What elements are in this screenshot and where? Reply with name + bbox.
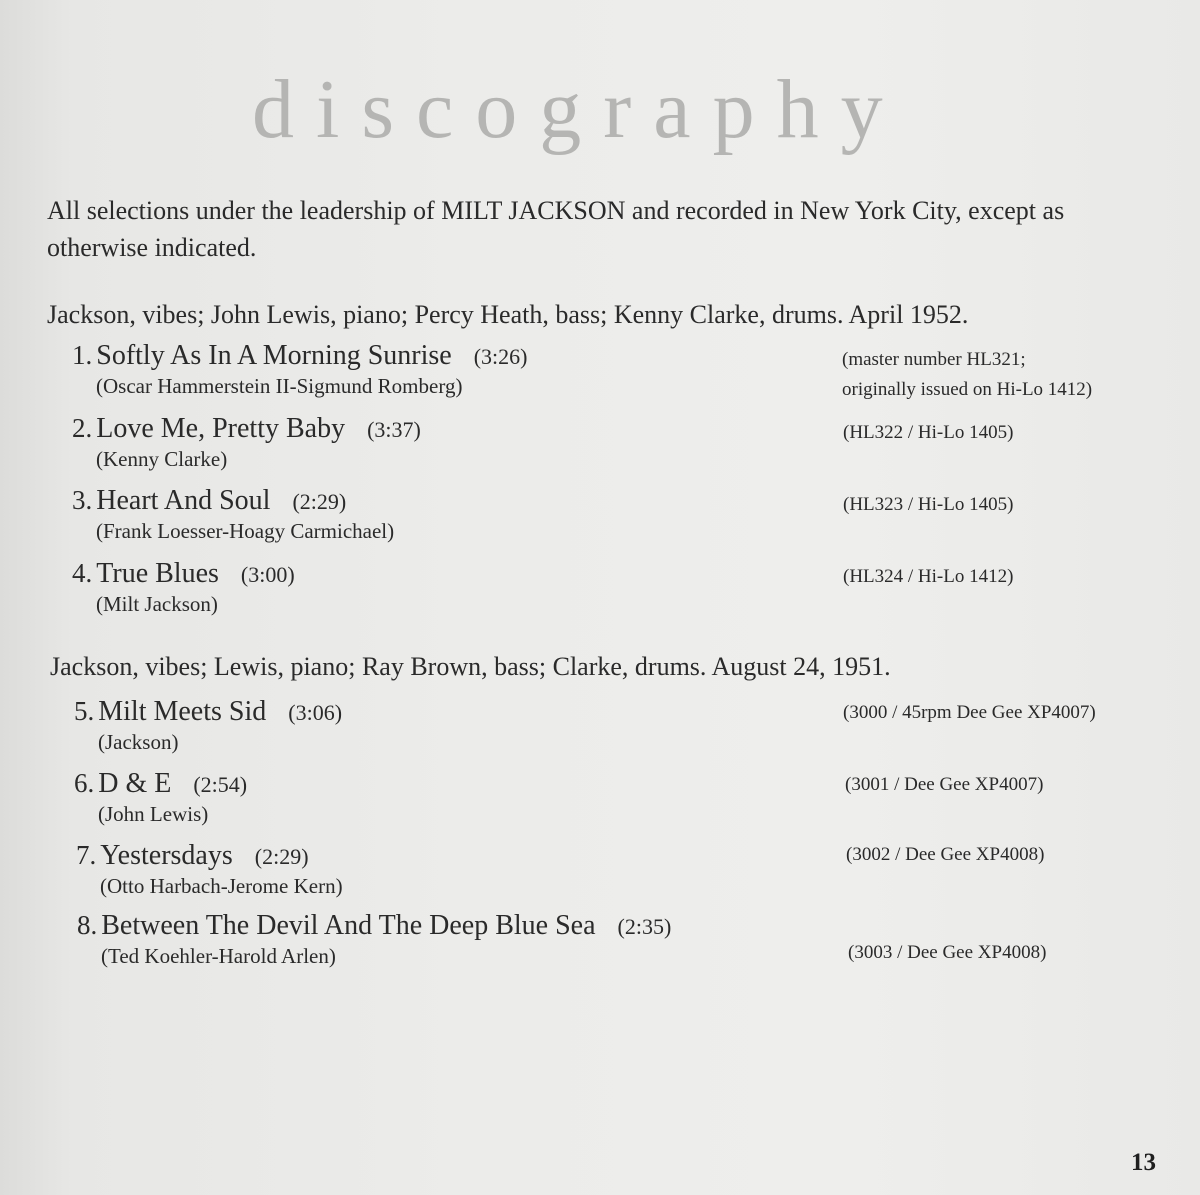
- track-item: [72, 413, 421, 471]
- track-item: [72, 485, 395, 543]
- master-line: (master number HL321;: [842, 349, 1026, 370]
- track-item: [74, 696, 343, 754]
- track-number: 1.: [72, 340, 93, 370]
- master-info: [848, 938, 1046, 968]
- track-item: [72, 340, 528, 398]
- track-duration: (3:00): [240, 562, 295, 587]
- master-line: (3001 / Dee Gee XP4007): [845, 774, 1044, 795]
- track-number: 3.: [72, 485, 93, 515]
- track-item: [72, 558, 295, 616]
- track-title: True Blues: [96, 558, 219, 589]
- master-line: (3002 / Dee Gee XP4008): [846, 844, 1045, 865]
- master-info: [843, 562, 1013, 592]
- master-line: (HL324 / Hi-Lo 1412): [843, 566, 1014, 587]
- track-duration: (3:37): [367, 417, 421, 442]
- track-title: Softly As In A Morning Sunrise: [96, 340, 452, 371]
- track-title: D & E: [98, 768, 172, 799]
- master-info: [843, 418, 1013, 448]
- track-composer: (Milt Jackson): [96, 592, 218, 616]
- master-info: [843, 698, 1096, 728]
- track-number: 6.: [74, 768, 95, 798]
- track-number: 7.: [76, 840, 97, 870]
- master-info: [845, 770, 1043, 800]
- track-title: Heart And Soul: [96, 485, 271, 516]
- page-number: 13: [1131, 1149, 1156, 1176]
- master-line: (3000 / 45rpm Dee Gee XP4007): [843, 702, 1096, 723]
- track-number: 4.: [72, 558, 93, 588]
- track-composer: (John Lewis): [98, 802, 209, 826]
- track-number: 5.: [74, 696, 95, 726]
- track-composer: (Jackson): [98, 730, 179, 754]
- page-title: discography: [252, 63, 905, 156]
- track-number: 8.: [77, 910, 98, 940]
- track-title: Yestersdays: [100, 840, 233, 871]
- track-number: 2.: [72, 413, 93, 443]
- master-info: [846, 840, 1044, 870]
- master-line: (HL323 / Hi-Lo 1405): [843, 494, 1014, 515]
- track-composer: (Otto Harbach-Jerome Kern): [100, 874, 343, 898]
- track-title: Love Me, Pretty Baby: [96, 413, 346, 444]
- track-duration: (2:29): [254, 844, 309, 869]
- track-title: Between The Devil And The Deep Blue Sea: [101, 910, 596, 941]
- track-duration: (2:54): [193, 772, 248, 797]
- intro-text: All selections under the leadership of MILT JACKSON and recorded in New York City, except as otherwise indicated.: [47, 196, 1065, 262]
- track-duration: (2:29): [292, 489, 347, 514]
- track-duration: (3:06): [288, 700, 343, 725]
- track-item: [77, 910, 672, 968]
- track-item: [76, 840, 343, 898]
- master-line: originally issued on Hi-Lo 1412): [842, 379, 1093, 400]
- master-info: [842, 345, 1092, 405]
- master-line: (HL322 / Hi-Lo 1405): [843, 422, 1014, 443]
- track-composer: (Kenny Clarke): [96, 447, 228, 471]
- track-duration: (2:35): [617, 914, 672, 939]
- track-composer: (Frank Loesser-Hoagy Carmichael): [96, 519, 395, 543]
- track-duration: (3:26): [473, 344, 528, 369]
- track-item: [74, 768, 248, 826]
- session-header: Jackson, vibes; Lewis, piano; Ray Brown, bass; Clarke, drums. August 24, 1951.: [50, 652, 891, 681]
- track-composer: (Ted Koehler-Harold Arlen): [101, 944, 336, 968]
- track-title: Milt Meets Sid: [98, 696, 267, 727]
- track-composer: (Oscar Hammerstein II-Sigmund Romberg): [96, 374, 463, 398]
- session-header: Jackson, vibes; John Lewis, piano; Percy Heath, bass; Kenny Clarke, drums. April 1952.: [47, 300, 969, 329]
- master-info: [843, 490, 1013, 520]
- master-line: (3003 / Dee Gee XP4008): [848, 942, 1047, 963]
